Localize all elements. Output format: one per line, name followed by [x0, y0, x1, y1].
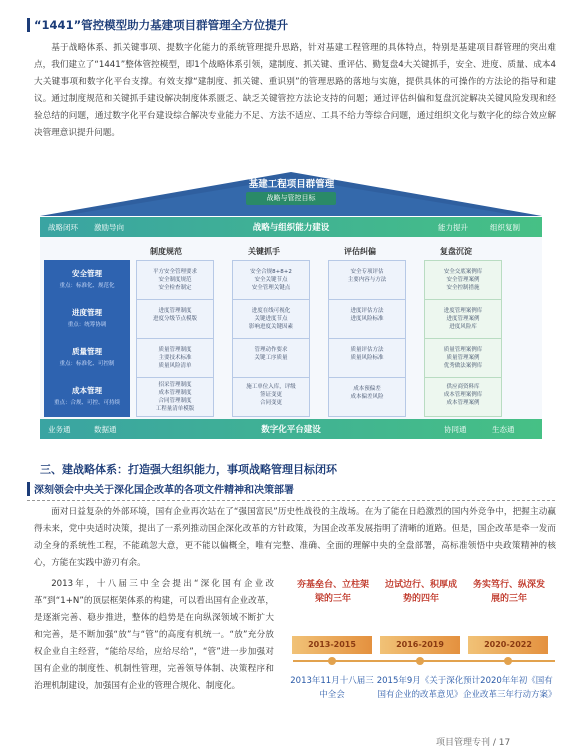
timeline-period: 2020-2022 — [468, 636, 548, 654]
diagram-cell: 管理动作要求 关键工序质量 — [232, 338, 310, 382]
timeline-desc: 2013年11月十八届三中全会 — [290, 676, 374, 700]
band-top-right1: 能力提升 — [438, 223, 468, 232]
subheading-bar — [27, 482, 30, 496]
band-top-center: 战略与组织能力建设 — [252, 223, 330, 233]
diagram-cell: 安全合规8+8+2 安全关键节点 安全管理关键点 — [232, 260, 310, 304]
row-label-sub: 重点：标准化、可控制 — [59, 361, 115, 367]
column-header: 评估纠偏 — [344, 247, 376, 256]
row-label-sub: 重点：标准化、规范化 — [59, 283, 115, 289]
diagram-cell: 进度在线可视化 关键进度节点 影响进度关键因素 — [232, 299, 310, 343]
band-top-left1: 战略闭环 — [48, 223, 78, 232]
row-label-sub: 重点：统筹协调 — [67, 322, 107, 328]
row-label-quality — [44, 338, 130, 382]
diagram-cell: 招采管理制度 成本管理制度 合同管理制度 工程量清单模版 — [136, 377, 214, 417]
row-label-schedule — [44, 299, 130, 343]
band-bottom-right2: 生态通 — [492, 425, 515, 434]
timeline-desc: 预计2020年年初《国有企业改革三年行动方案》 — [463, 676, 557, 700]
intro-paragraph: 基于战略体系、抓关键事项、提数字化能力的系统管理提升思路，针对基建工程管理的具体特点，特别是基建项目群管理的突出难点，我们建立了“1441”整体管控模型，即1个战略体系引领，建制度、抓关键、重评估、勤复盘4大关键抓手，安全、进度、质量、成本4大关键事项和数字化平台支撑。有效支撑“建制度、抓关键、重识别”的管理思路的落地与实施，提供具体的可操作的方法论的指导和建议。通过制度规范和关键抓手建设解决制度体系匮乏、缺乏关键管控方法论支持的问题；通过评估纠偏和复盘沉淀解决关键风险发现和经验总结的问题，通过数字化平台建设综合解决专业能力不足、方法不适应、工具不给力等综合问题，通过组织文化与数字化的综合效应解决管理意识提升问题。 — [34, 43, 556, 138]
column-header: 复盘沉淀 — [440, 247, 472, 256]
row-label-cost — [44, 377, 130, 417]
row-label-text: 安全管理 — [72, 269, 102, 278]
row-label-sub: 重点：合规、可控、可持续 — [53, 400, 120, 406]
row-label-safety — [44, 260, 130, 304]
band-bottom-left2: 数据通 — [94, 425, 117, 434]
timeline-dot — [416, 657, 424, 665]
timeline-period: 2016-2019 — [380, 636, 460, 654]
band-bottom-center: 数字化平台建设 — [261, 425, 321, 435]
diagram-cell: 进度评估方法 进度风险标准 — [328, 299, 406, 343]
band-bottom-right1: 协同通 — [444, 425, 467, 434]
row-label-text: 进度管理 — [72, 308, 102, 317]
diagram-cell: 质量评估方法 质量风险标准 — [328, 338, 406, 382]
timeline-desc: 2015年9月《关于深化国有企业的改革意见》 — [376, 676, 464, 700]
band-top-left2: 激励导向 — [94, 223, 124, 232]
diagram-cell: 质量管理制度 主要技术标准 质量风险清单 — [136, 338, 214, 382]
row-label-text: 质量管理 — [72, 347, 102, 356]
diagram-cell: 供应商资料库 成本管理案例库 成本管理案例 — [424, 377, 502, 417]
timeline-headline: 夯基垒台、立柱架梁的三年 — [296, 580, 369, 604]
diagram-cell: 成本预偏差 成本偏差风险 — [328, 377, 406, 417]
body-paragraph-1: 面对日益复杂的外部环境，国有企业再次站在了“强国富民”历史性战役的主战场。在为了能在日趋激烈的国内外竞争中，把握主动赢得未来，党中央适时决策，提出了一系列推动国企深化改革的方针政策，为国企改革发展指明了清晰的道路。但是，国企改革是牵一发而动全身的系统性工程，不能疏忽大意，更不能以偏概全，唯有完整、准确、全面的理解中央的全盘部署，高标准领悟中央政策精神的核心，方能在实践中游刃有余。 — [34, 507, 556, 568]
diagram-cell: 安全专项评估 主要内容与方法 — [328, 260, 406, 304]
band-bottom-left1: 业务通 — [48, 425, 71, 434]
diagram-cell: 进度管理制度 进度分级节点模版 — [136, 299, 214, 343]
section3-subheading: 深刻领会中央关于深化国企改革的各项文件精神和决策部署 — [34, 485, 294, 496]
body-paragraph-2: 2013年，十八届三中全会提出“深化国有企业改革”到“1+N”的顶层框架体系的构建，可以看出国有企业改革，是逐渐完善、稳步推进，整体的趋势是在向纵深领域不断扩大和完善，是不断加强“放”与“管”的高度有机统一。“放”充分放权企业自主经营，“能给尽给，应给尽给”，“管”进一步加强对国有企业的制度性、机制性管理，完善领导体制、决策程序和治理机制建设，加强国有企业的管理合规化、制度化。 — [34, 579, 274, 691]
diagram-cell: 质量管理案例库 质量管理案例 优秀做法案例库 — [424, 338, 502, 382]
band-top-right2: 组织复制 — [490, 223, 520, 232]
diagram-title: 基建工程项目群管理 — [248, 179, 335, 190]
diagram-cell: 施工单位入库，评级 签证变更 合同变更 — [232, 377, 310, 417]
section-title: “1441”管控模型助力基建项目群管理全方位提升 — [34, 18, 289, 32]
diagram-cell: 平方安全管理要求 安全制度规范 安全检查制定 — [136, 260, 214, 304]
row-label-text: 成本管理 — [72, 386, 102, 395]
band-top — [40, 217, 542, 237]
band-bottom — [40, 419, 542, 439]
timeline-dot — [504, 657, 512, 665]
page-footer: 项目管理专刊 / 17 — [436, 738, 511, 748]
timeline-headline: 务实笃行、纵深发展的三年 — [472, 580, 545, 604]
diagram-cell: 安全交底案例库 安全管理案例 安全控制措施 — [424, 260, 502, 304]
divider — [27, 500, 555, 501]
diagram-cell: 进度管理案例库 进度管理案例 进度风险库 — [424, 299, 502, 343]
section-bar — [27, 18, 30, 32]
column-header: 制度规范 — [150, 247, 182, 256]
section3-heading: 三、建战略体系：打造强大组织能力，事项战略管理目标闭环 — [40, 463, 337, 476]
column-header: 关键抓手 — [248, 247, 280, 256]
timeline-headline: 边试边行、积厚成势的四年 — [384, 580, 457, 604]
timeline-period: 2013-2015 — [292, 636, 372, 654]
diagram-subtitle: 战略与管控目标 — [246, 192, 336, 205]
timeline-dot — [328, 657, 336, 665]
